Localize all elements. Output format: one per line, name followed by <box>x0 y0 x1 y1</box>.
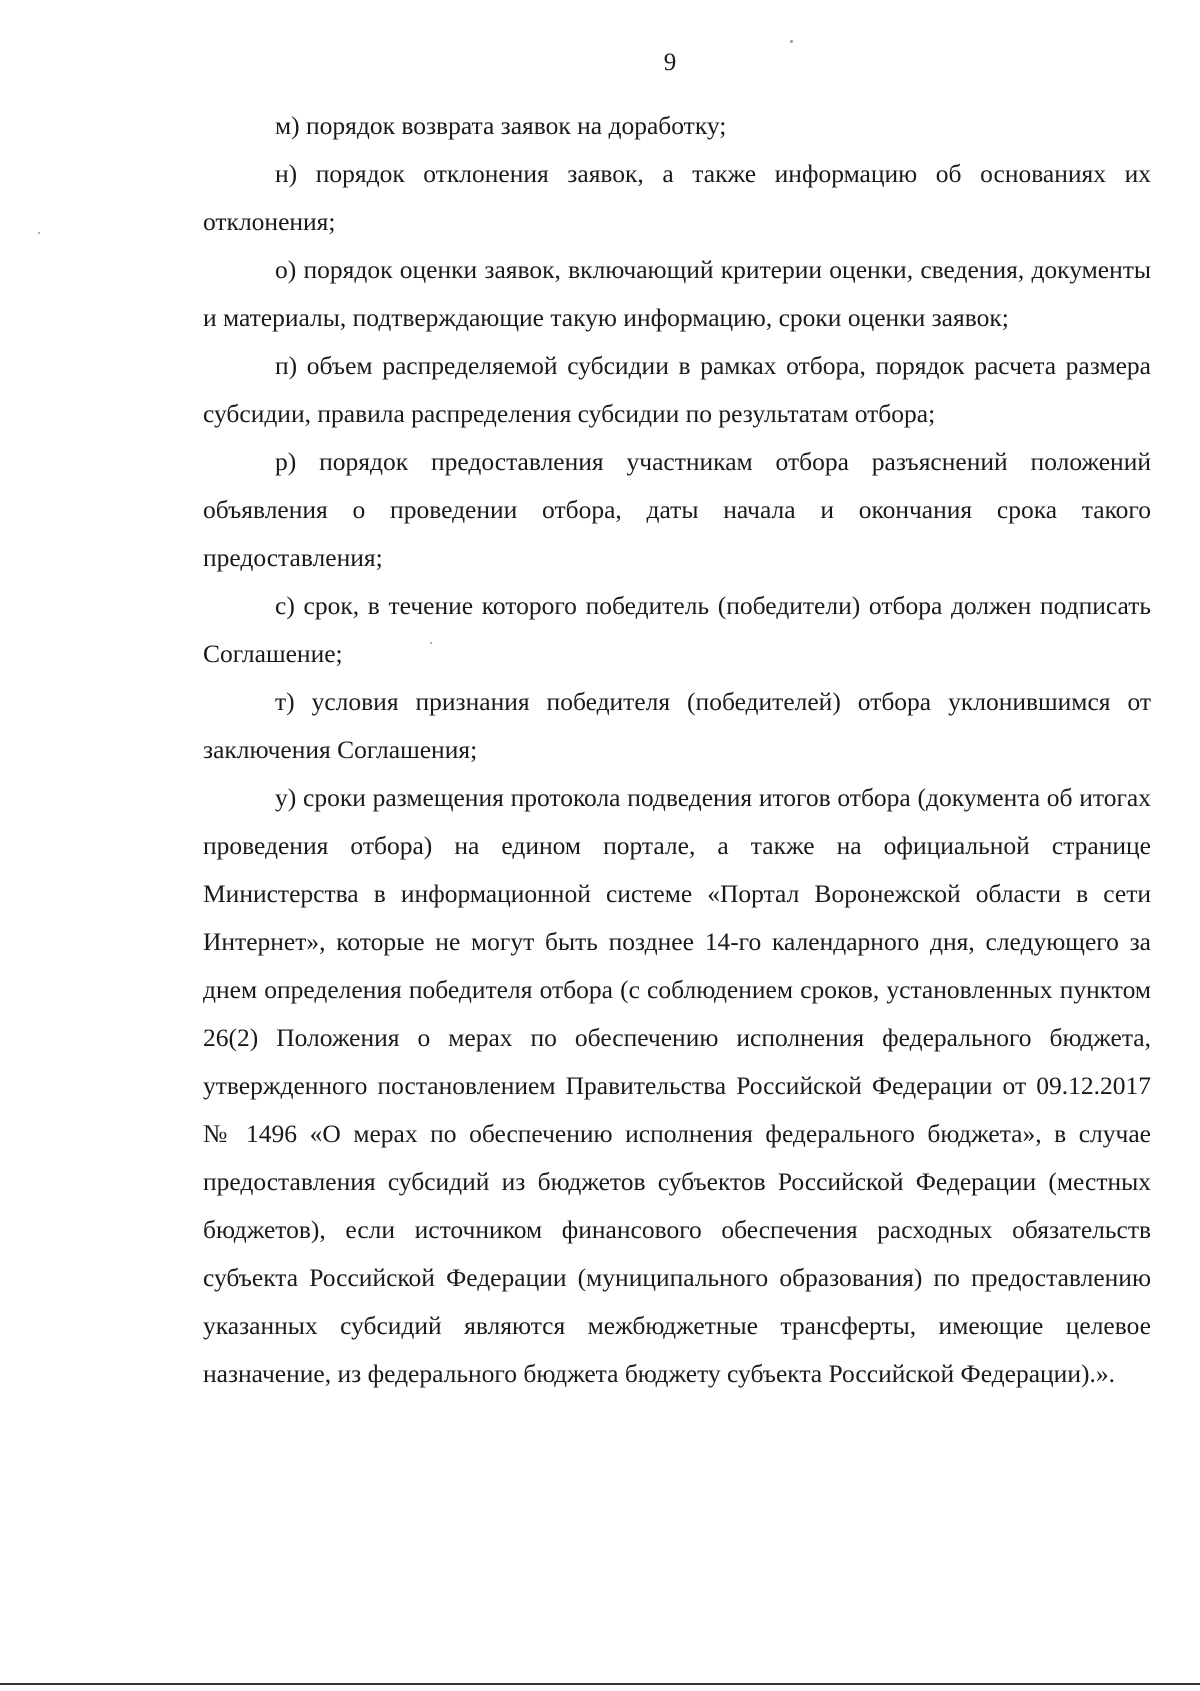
paragraph-p: п) объем распределяемой субсидии в рамках отбора, порядок расчета размера субсидии, правила распределения субсидии по результатам отбора; <box>203 351 1151 428</box>
scan-speck <box>430 642 432 644</box>
paragraph-n: н) порядок отклонения заявок, а также информацию об основаниях их отклонения; <box>203 159 1151 236</box>
paragraph-u: у) сроки размещения протокола подведения итогов отбора (документа об итогах проведения отбора) на едином портале, а также на официальной странице Министерства в информационной системе «Портал Воронежской области в сети Интернет», которые не могут быть позднее 14-го календарного дня, следующего за днем определения победителя отбора (с соблюдением сроков, установленных пунктом 26(2) Положения о мерах по обеспечению исполнения федерального бюджета, утвержденного постановлением Правительства Российской Федерации от 09.12.2017 № 1496 «О мерах по обеспечению исполнения федерального бюджета», в случае предоставления субсидий из бюджетов субъектов Российской Федерации (местных бюджетов), если источником финансового обеспечения расходных обязательств субъекта Российской Федерации (муниципального образования) по предоставлению указанных субсидий являются межбюджетные трансферты, имеющие целевое назначение, из федерального бюджета бюджету субъекта Российской Федерации).». <box>203 783 1151 1388</box>
paragraph-m: м) порядок возврата заявок на доработку; <box>275 111 727 140</box>
paragraph-r: р) порядок предоставления участникам отбора разъяснений положений объявления о проведении отбора, даты начала и окончания срока такого предоставления; <box>203 447 1151 572</box>
scan-speck <box>790 40 793 43</box>
paragraph-t: т) условия признания победителя (победителей) отбора уклонившимся от заключения Соглашения; <box>203 687 1151 764</box>
paragraph-o: о) порядок оценки заявок, включающий критерии оценки, сведения, документы и материалы, подтверждающие такую информацию, сроки оценки заявок; <box>203 255 1151 332</box>
scan-speck <box>38 232 40 234</box>
paragraph-s: с) срок, в течение которого победитель (победители) отбора должен подписать Соглашение; <box>203 591 1151 668</box>
bottom-edge-rule <box>0 1683 1200 1685</box>
document-body <box>203 102 1151 1398</box>
page-number: 9 <box>663 49 677 76</box>
